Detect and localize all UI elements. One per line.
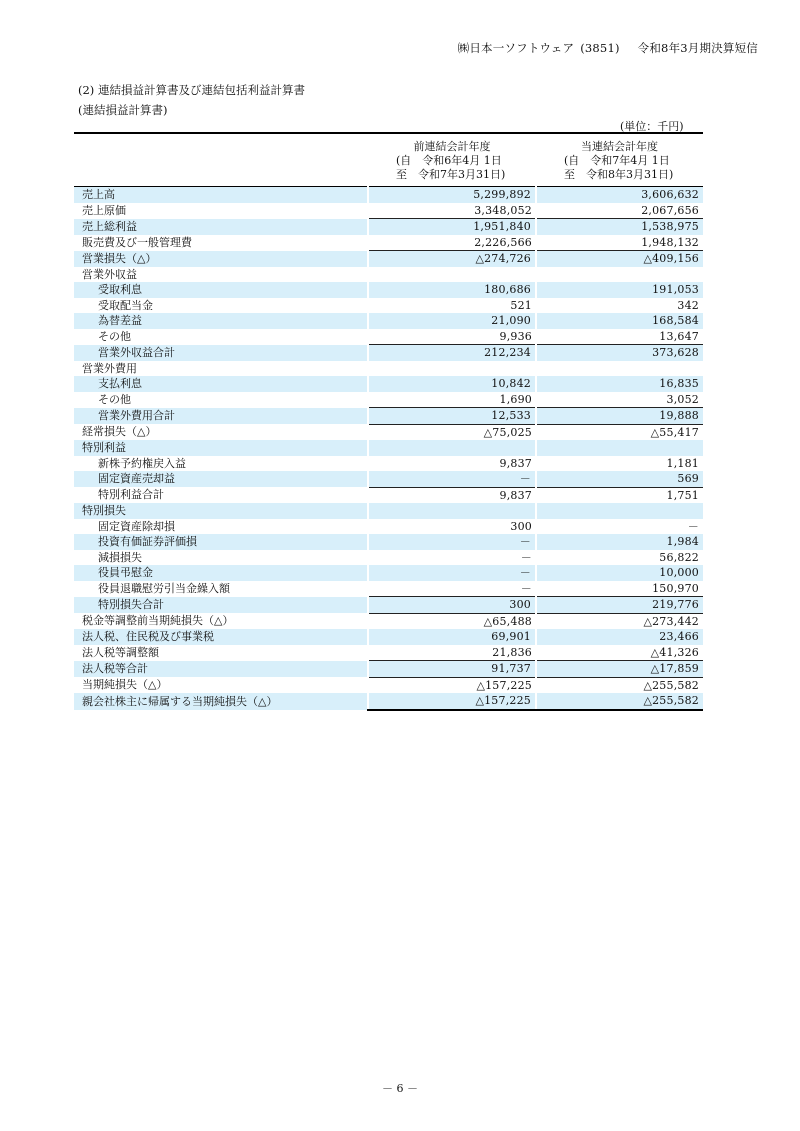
prev-value: △157,225 — [476, 678, 532, 692]
row-label: 為替差益 — [74, 313, 368, 329]
prev-value: 21,836 — [368, 645, 536, 661]
prev-value: 2,226,566 — [368, 235, 536, 251]
curr-value: 3,052 — [536, 392, 703, 408]
table-row — [74, 487, 703, 503]
table-row — [74, 503, 703, 519]
curr-column-header — [536, 133, 703, 187]
row-label: 売上原価 — [82, 203, 126, 217]
curr-column-title: 当連結会計年度 — [581, 140, 658, 153]
prev-value: － — [368, 534, 536, 550]
row-label: 特別利益合計 — [98, 488, 164, 502]
curr-value: 168,584 — [536, 313, 703, 329]
prev-column-to: 至 令和7年3月31日) — [396, 168, 506, 181]
curr-value: 56,822 — [659, 550, 699, 564]
row-label: 減損損失 — [98, 550, 142, 564]
company-name: ㈱日本一ソフトウェア — [457, 41, 575, 55]
table-row — [74, 534, 703, 550]
prev-value: 69,901 — [368, 629, 536, 645]
row-label: 営業外収益合計 — [74, 345, 368, 361]
curr-value: 1,538,975 — [536, 219, 703, 235]
row-label: 営業損失（△） — [74, 251, 368, 267]
row-label: 投資有価証券評価損 — [74, 534, 368, 550]
table-row — [74, 550, 703, 566]
table-header-row — [74, 133, 703, 187]
prev-value: 10,842 — [368, 376, 536, 392]
prev-value: － — [368, 471, 536, 487]
table-row — [74, 613, 703, 629]
row-label: その他 — [98, 392, 131, 406]
curr-value: 219,776 — [536, 597, 703, 614]
row-label: 役員弔慰金 — [74, 565, 368, 581]
prev-value: 1,951,840 — [368, 219, 536, 235]
curr-value: 150,970 — [536, 581, 703, 597]
row-label: 営業外収益 — [82, 267, 137, 281]
table-row — [74, 187, 703, 203]
row-label: 支払利息 — [74, 376, 368, 392]
row-label: 営業外費用 — [82, 361, 137, 375]
curr-value: 1,751 — [666, 488, 699, 502]
row-label: 法人税、住民税及び事業税 — [74, 629, 368, 645]
table-row — [74, 677, 703, 693]
row-label: 受取利息 — [74, 282, 368, 298]
table-row — [74, 267, 703, 283]
prev-value — [368, 503, 536, 519]
document-header — [458, 40, 758, 56]
table-row — [74, 424, 703, 440]
row-label: 売上総利益 — [74, 219, 368, 235]
table-row — [74, 282, 703, 298]
prev-value: 300 — [368, 597, 536, 614]
prev-value: 5,299,892 — [368, 187, 536, 203]
curr-value: △273,442 — [643, 614, 699, 628]
prev-column-header — [368, 133, 536, 187]
prev-value: 9,936 — [368, 329, 536, 345]
curr-value: 23,466 — [536, 629, 703, 645]
curr-value — [536, 361, 703, 377]
prev-column-from: (自 令和6年4月 1日 — [396, 154, 502, 167]
prev-value: △75,025 — [483, 425, 532, 439]
curr-value: 2,067,656 — [536, 203, 703, 219]
table-row — [74, 565, 703, 581]
prev-value: △157,225 — [368, 693, 536, 710]
curr-column-to: 至 令和8年3月31日) — [564, 168, 674, 181]
prev-value — [368, 440, 536, 456]
table-row — [74, 456, 703, 472]
row-label: 固定資産売却益 — [74, 471, 368, 487]
table-row — [74, 597, 703, 614]
curr-value: △55,417 — [650, 425, 699, 439]
curr-value: △255,582 — [536, 693, 703, 710]
curr-value: 1,948,132 — [536, 235, 703, 251]
prev-value: 521 — [510, 298, 532, 312]
curr-value: △41,326 — [536, 645, 703, 661]
prev-value: － — [520, 550, 532, 564]
table-row — [74, 251, 703, 267]
curr-value: 1,984 — [536, 534, 703, 550]
prev-value — [368, 361, 536, 377]
sub-title: (連結損益計算書) — [78, 103, 168, 117]
table-row — [74, 661, 703, 678]
label-column-header — [74, 133, 368, 187]
table-row — [74, 203, 703, 219]
prev-value: 1,690 — [368, 392, 536, 408]
table-row — [74, 219, 703, 235]
curr-value: 191,053 — [536, 282, 703, 298]
row-label: 法人税等合計 — [74, 661, 368, 678]
prev-value: 180,686 — [368, 282, 536, 298]
prev-value: 91,737 — [368, 661, 536, 678]
table-row — [74, 361, 703, 377]
table-row — [74, 693, 703, 710]
stock-code: (3851) — [580, 41, 620, 55]
row-label: 税金等調整前当期純損失（△） — [82, 614, 234, 628]
table-row — [74, 408, 703, 425]
table-row — [74, 313, 703, 329]
curr-value — [536, 267, 703, 283]
prev-value: 21,090 — [368, 313, 536, 329]
curr-value: 569 — [536, 471, 703, 487]
row-label: 経常損失（△） — [82, 425, 157, 439]
prev-value: － — [368, 565, 536, 581]
prev-column-title: 前連結会計年度 — [413, 140, 491, 153]
row-label: 役員退職慰労引当金繰入額 — [98, 581, 230, 595]
row-label: 特別損失 — [74, 503, 368, 519]
table-row — [74, 376, 703, 392]
prev-value: 9,837 — [499, 456, 532, 470]
table-row — [74, 471, 703, 487]
curr-value: △17,859 — [536, 661, 703, 678]
table-row — [74, 345, 703, 361]
curr-value: 1,181 — [666, 456, 699, 470]
row-label: 法人税等調整額 — [82, 645, 159, 659]
curr-column-from: (自 令和7年4月 1日 — [564, 154, 670, 167]
page-number: － 6 － — [382, 1082, 418, 1095]
prev-value: 12,533 — [368, 408, 536, 425]
prev-value: △65,488 — [483, 614, 532, 628]
prev-value: － — [368, 581, 536, 597]
row-label: 特別利益 — [74, 440, 368, 456]
curr-value: 342 — [677, 298, 699, 312]
row-label: 固定資産除却損 — [98, 519, 175, 533]
report-period: 令和8年3月期決算短信 — [637, 41, 758, 55]
prev-value: 300 — [510, 519, 532, 533]
curr-value: △409,156 — [536, 251, 703, 267]
table-row — [74, 298, 703, 314]
prev-value: 212,234 — [368, 345, 536, 361]
row-label: 親会社株主に帰属する当期純損失（△） — [74, 693, 368, 710]
curr-value: △255,582 — [643, 678, 699, 692]
prev-value: △274,726 — [368, 251, 536, 267]
unit-label: (単位：千円) — [620, 120, 684, 133]
curr-value: 10,000 — [536, 565, 703, 581]
curr-value: 3,606,632 — [536, 187, 703, 203]
row-label: 売上高 — [74, 187, 368, 203]
curr-value: 373,628 — [536, 345, 703, 361]
table-row — [74, 519, 703, 535]
row-label: 当期純損失（△） — [82, 678, 168, 692]
section-title: (2) 連結損益計算書及び連結包括利益計算書 — [78, 83, 305, 97]
table-row — [74, 392, 703, 408]
row-label: 販売費及び一般管理費 — [82, 235, 192, 249]
row-label: 新株予約権戻入益 — [98, 456, 186, 470]
curr-value: 13,647 — [536, 329, 703, 345]
curr-value: 16,835 — [536, 376, 703, 392]
table-row — [74, 581, 703, 597]
table-row — [74, 235, 703, 251]
row-label: 営業外費用合計 — [74, 408, 368, 425]
prev-value — [368, 267, 536, 283]
prev-value: 3,348,052 — [368, 203, 536, 219]
curr-value: 19,888 — [536, 408, 703, 425]
curr-value — [536, 440, 703, 456]
prev-value: 9,837 — [499, 488, 532, 502]
income-statement-table — [74, 132, 703, 711]
curr-value — [536, 503, 703, 519]
table-row — [74, 329, 703, 345]
row-label: 特別損失合計 — [74, 597, 368, 614]
table-row — [74, 440, 703, 456]
table-row — [74, 629, 703, 645]
curr-value: － — [687, 519, 699, 533]
row-label: その他 — [98, 329, 131, 343]
table-row — [74, 645, 703, 661]
row-label: 受取配当金 — [98, 298, 153, 312]
